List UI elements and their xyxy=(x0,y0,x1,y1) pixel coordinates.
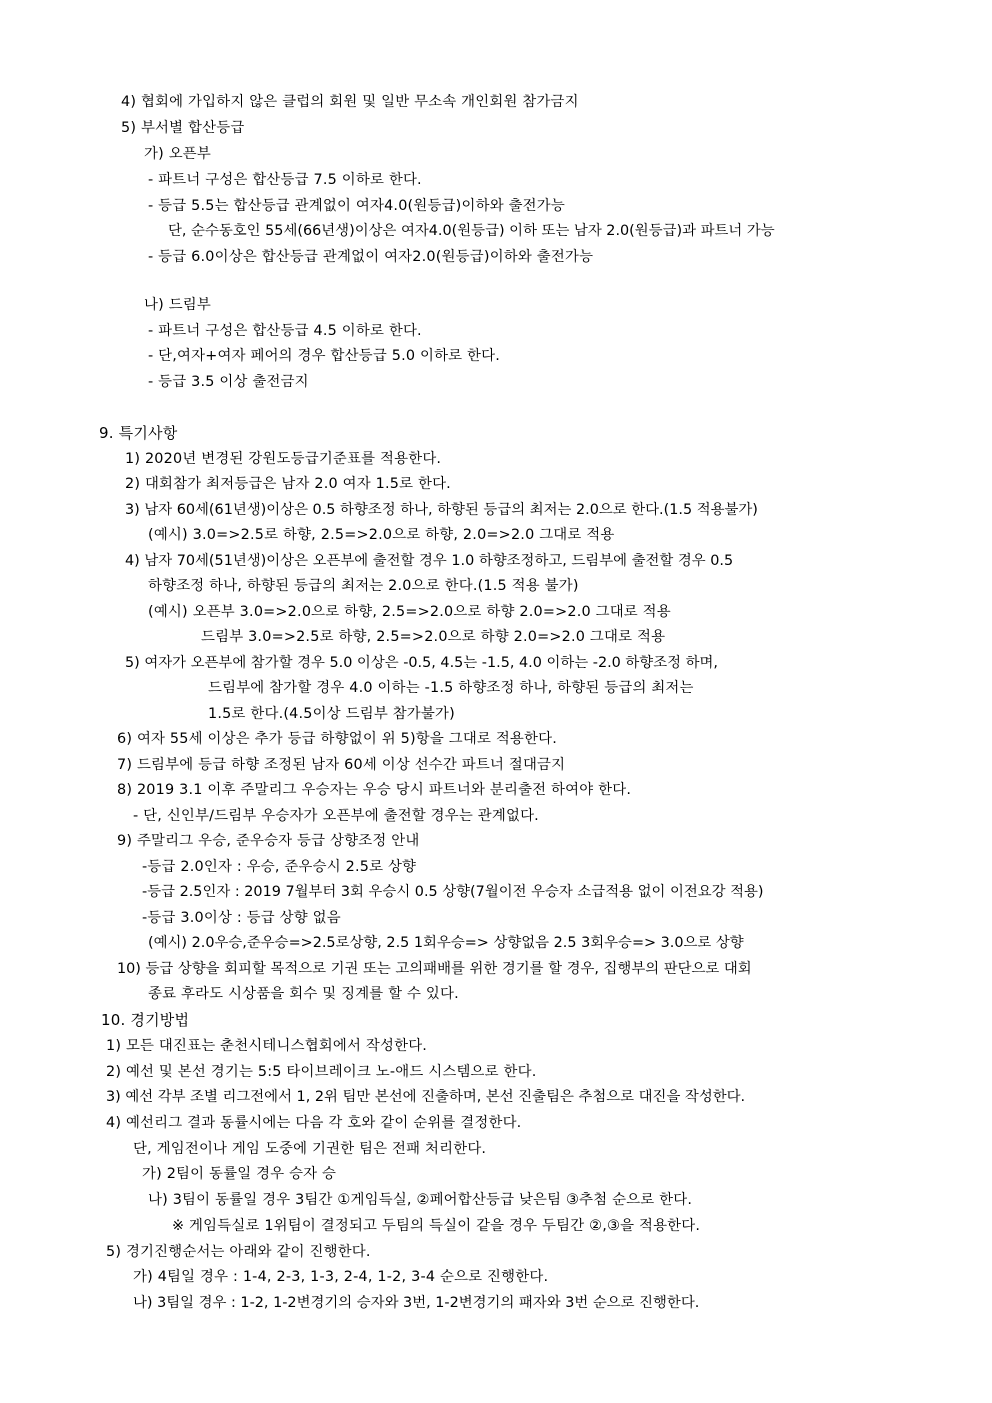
text-line: - 등급 3.5 이상 출전금지 xyxy=(148,374,309,390)
section-heading: 9. 특기사항 xyxy=(99,424,178,442)
text-line: 3) 남자 60세(61년생)이상은 0.5 하향조정 하나, 하향된 등급의 최저는 2.0으로 한다.(1.5 적용불가) xyxy=(125,502,758,518)
text-line: - 등급 6.0이상은 합산등급 관계없이 여자2.0(원등급)이하와 출전가능 xyxy=(148,249,594,265)
text-line: 단, 게임전이나 게임 도중에 기권한 팀은 전패 처리한다. xyxy=(133,1141,487,1157)
text-line: 나) 3팀일 경우 : 1-2, 1-2변경기의 승자와 3번, 1-2변경기의 패자와 3번 순으로 진행한다. xyxy=(133,1295,700,1311)
section-heading: 5) 부서별 합산등급 xyxy=(121,120,245,136)
text-line: -등급 2.0인자 : 우승, 준우승시 2.5로 상향 xyxy=(142,859,417,875)
text-line: - 파트너 구성은 합산등급 4.5 이하로 한다. xyxy=(148,323,422,339)
text-line: 6) 여자 55세 이상은 추가 등급 하향없이 위 5)항을 그대로 적용한다. xyxy=(117,731,558,747)
text-line: 나) 3팀이 동률일 경우 3팀간 ①게임득실, ②페어합산등급 낮은팀 ③추첨 순으로 한다. xyxy=(148,1192,693,1208)
text-line: - 파트너 구성은 합산등급 7.5 이하로 한다. xyxy=(148,172,422,188)
text-line: 드림부 3.0=>2.5로 하향, 2.5=>2.0으로 하향 2.0=>2.0 그대로 적용 xyxy=(201,629,666,645)
text-line: (예시) 오픈부 3.0=>2.0으로 하향, 2.5=>2.0으로 하향 2.0=>2.0 그대로 적용 xyxy=(148,604,671,620)
text-line: - 단, 신인부/드림부 우승자가 오픈부에 출전할 경우는 관계없다. xyxy=(133,808,539,824)
text-line: 1) 2020년 변경된 강원도등급기준표를 적용한다. xyxy=(125,451,442,467)
text-line: 2) 대회참가 최저등급은 남자 2.0 여자 1.5로 한다. xyxy=(125,476,451,492)
text-line: 가) 2팀이 동률일 경우 승자 승 xyxy=(142,1166,337,1182)
text-line: 1) 모든 대진표는 춘천시테니스협회에서 작성한다. xyxy=(106,1038,428,1054)
text-line: 4) 남자 70세(51년생)이상은 오픈부에 출전할 경우 1.0 하향조정하고, 드림부에 출전할 경우 0.5 xyxy=(125,553,734,569)
text-line: 5) 경기진행순서는 아래와 같이 진행한다. xyxy=(106,1244,371,1260)
text-line: 하향조정 하나, 하향된 등급의 최저는 2.0으로 한다.(1.5 적용 불가) xyxy=(148,578,579,594)
text-line: 9) 주말리그 우승, 준우승자 등급 상향조정 안내 xyxy=(117,833,420,849)
text-line: 드림부에 참가할 경우 4.0 이하는 -1.5 하향조정 하나, 하향된 등급의 최저는 xyxy=(208,680,694,696)
text-line: 단, 순수동호인 55세(66년생)이상은 여자4.0(원등급) 이하 또는 남자 2.0(원등급)과 파트너 가능 xyxy=(168,223,775,239)
subsection-heading: 나) 드림부 xyxy=(144,297,211,313)
text-line: -등급 3.0이상 : 등급 상향 없음 xyxy=(142,910,341,926)
text-line: (예시) 3.0=>2.5로 하향, 2.5=>2.0으로 하향, 2.0=>2.0 그대로 적용 xyxy=(148,527,615,543)
subsection-heading: 가) 오픈부 xyxy=(144,146,211,162)
text-line: 5) 여자가 오픈부에 참가할 경우 5.0 이상은 -0.5, 4.5는 -1.5, 4.0 이하는 -2.0 하향조정 하며, xyxy=(125,655,718,671)
text-line: 7) 드림부에 등급 하향 조정된 남자 60세 이상 선수간 파트너 절대금지 xyxy=(117,757,566,773)
section-heading: 10. 경기방법 xyxy=(101,1011,190,1029)
text-line: - 등급 5.5는 합산등급 관계없이 여자4.0(원등급)이하와 출전가능 xyxy=(148,198,565,214)
text-line: - 단,여자+여자 페어의 경우 합산등급 5.0 이하로 한다. xyxy=(148,348,501,364)
text-line: 종료 후라도 시상품을 회수 및 징계를 할 수 있다. xyxy=(148,986,459,1002)
text-line: 8) 2019 3.1 이후 주말리그 우승자는 우승 당시 파트너와 분리출전 하여야 한다. xyxy=(117,782,632,798)
text-line: (예시) 2.0우승,준우승=>2.5로상향, 2.5 1회우승=> 상향없음 2.5 3회우승=> 3.0으로 상향 xyxy=(148,935,744,951)
text-line: 4) 협회에 가입하지 않은 클럽의 회원 및 일반 무소속 개인회원 참가금지 xyxy=(121,94,579,110)
text-line: 4) 예선리그 결과 동률시에는 다음 각 호와 같이 순위를 결정한다. xyxy=(106,1115,522,1131)
text-line: 1.5로 한다.(4.5이상 드림부 참가불가) xyxy=(208,706,455,722)
text-line: 10) 등급 상향을 회피할 목적으로 기권 또는 고의패배를 위한 경기를 할 경우, 집행부의 판단으로 대회 xyxy=(117,961,752,977)
note-line: ※ 게임득실로 1위팀이 결정되고 두팀의 득실이 같을 경우 두팀간 ②,③을 적용한다. xyxy=(172,1218,701,1234)
text-line: -등급 2.5인자 : 2019 7월부터 3회 우승시 0.5 상향(7월이전 우승자 소급적용 없이 이전요강 적용) xyxy=(142,884,764,900)
text-line: 3) 예선 각부 조별 리그전에서 1, 2위 팀만 본선에 진출하며, 본선 진출팀은 추첨으로 대진을 작성한다. xyxy=(106,1089,746,1105)
text-line: 2) 예선 및 본선 경기는 5:5 타이브레이크 노-애드 시스템으로 한다. xyxy=(106,1064,537,1080)
text-line: 가) 4팀일 경우 : 1-4, 2-3, 1-3, 2-4, 1-2, 3-4 순으로 진행한다. xyxy=(133,1269,549,1285)
